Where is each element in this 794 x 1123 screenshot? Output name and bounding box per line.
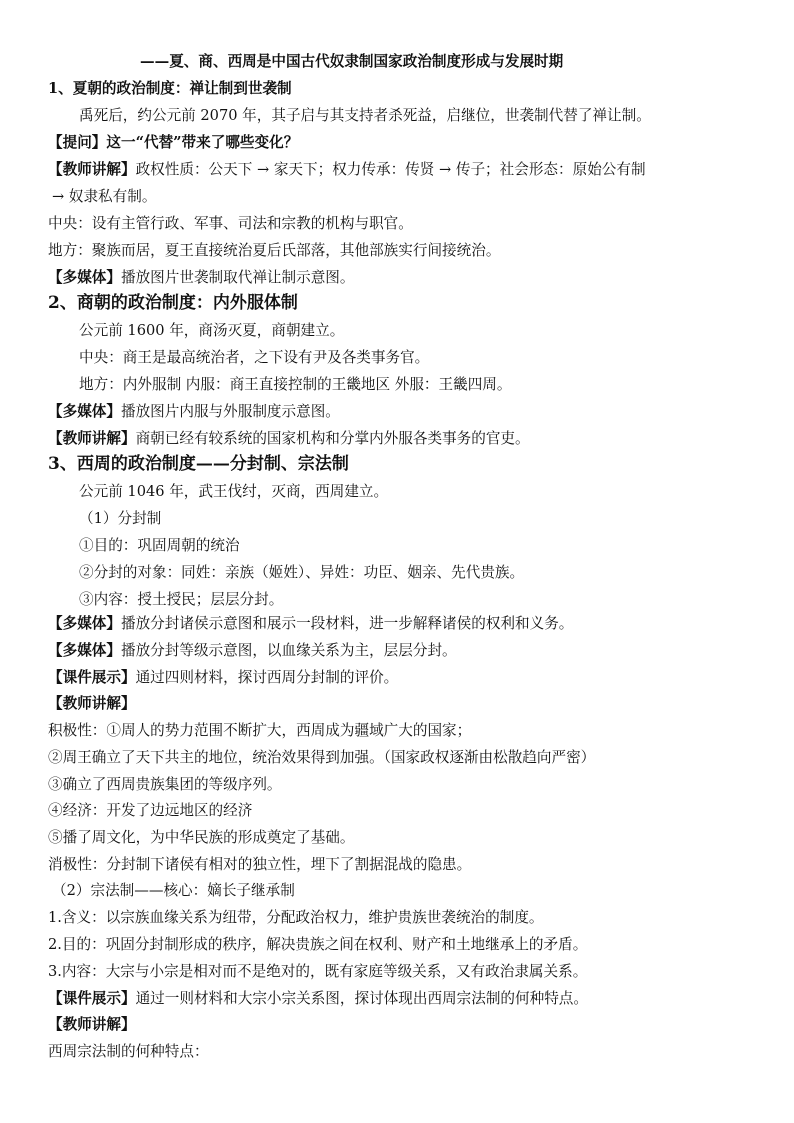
line-text: 商朝已经有较系统的国家机构和分掌内外服各类事务的官吏。 [135, 430, 530, 447]
line-text: 通过四则材料，探讨西周分封制的评价。 [135, 669, 399, 686]
paragraph: ③确立了西周贵族集团的等级序列。 [48, 776, 282, 793]
section-heading: 2、商朝的政治制度：内外服体制 [48, 293, 298, 313]
courseware-note [48, 989, 588, 1009]
paragraph: ④经济：开发了边远地区的经济 [48, 802, 253, 819]
paragraph: ②分封的对象：同姓：亲族（姬姓）、异姓：功臣、姻亲、先代贵族。 [79, 564, 525, 581]
paragraph: ⑤播了周文化，为中华民族的形成奠定了基础。 [48, 829, 355, 846]
paragraph: ①目的：巩固周朝的统治 [79, 537, 240, 554]
multimedia-note [48, 402, 340, 422]
paragraph: 积极性：①周人的势力范围不断扩大，西周成为疆域广大的国家； [48, 722, 472, 739]
paragraph: 中央：商王是最高统治者，之下设有尹及各类事务官。 [79, 349, 430, 366]
paragraph: 公元前 1600 年，商汤灭夏，商朝建立。 [79, 322, 345, 339]
line-label: 【提问】 [48, 134, 107, 151]
paragraph: 中央：设有主管行政、军事、司法和宗教的机构与职官。 [48, 215, 413, 232]
line-text: 播放分封诸侯示意图和展示一段材料，进一步解释诸侯的权利和义务。 [120, 615, 574, 632]
line-label: 【教师讲解】 [48, 695, 136, 712]
question-line [48, 133, 298, 153]
multimedia-note [48, 641, 457, 661]
sub-heading: （1）分封制 [79, 510, 162, 527]
line-label: 【课件展示】 [48, 669, 136, 686]
paragraph: → 奴隶私有制。 [52, 188, 157, 205]
line-text: 通过一则材料和大宗小宗关系图，探讨体现出西周宗法制的何种特点。 [135, 990, 588, 1007]
section-heading: 1、夏朝的政治制度：禅让制到世袭制 [48, 80, 292, 97]
paragraph: 西周宗法制的何种特点： [48, 1043, 209, 1060]
paragraph: 1.含义：以宗族血缘关系为纽带，分配政治权力，维护贵族世袭统治的制度。 [48, 909, 544, 926]
teacher-note [48, 429, 530, 449]
paragraph: 消极性：分封制下诸侯有相对的独立性，埋下了割据混战的隐患。 [48, 856, 472, 873]
courseware-note [48, 668, 398, 688]
line-label: 【教师讲解】 [48, 1016, 136, 1033]
paragraph: 地方：内外服制 内服：商王直接控制的王畿地区 外服：王畿四周。 [79, 376, 512, 393]
paragraph: 公元前 1046 年，武王伐纣，灭商，西周建立。 [79, 483, 389, 500]
line-label: 【多媒体】 [48, 642, 121, 659]
line-text: 播放分封等级示意图，以血缘关系为主，层层分封。 [120, 642, 457, 659]
line-label: 【教师讲解】 [48, 161, 136, 178]
line-text: 播放图片内服与外服制度示意图。 [120, 403, 340, 420]
paragraph: 禹死后，约公元前 2070 年，其子启与其支持者杀死益，启继位，世袭制代替了禅让制。 [79, 107, 651, 124]
page-title: ——夏、商、西周是中国古代奴隶制国家政治制度形成与发展时期 [140, 53, 564, 70]
teacher-note [48, 1015, 136, 1035]
paragraph: 3.内容：大宗与小宗是相对而不是绝对的，既有家庭等级关系，又有政治隶属关系。 [48, 963, 588, 980]
multimedia-note [48, 614, 573, 634]
line-text: 政权性质：公天下 → 家天下；权力传承：传贤 → 传子；社会形态：原始公有制 [135, 161, 646, 178]
line-label: 【多媒体】 [48, 269, 121, 286]
paragraph: 地方：聚族而居，夏王直接统治夏后氏部落，其他部族实行间接统治。 [48, 242, 501, 259]
teacher-note [48, 160, 646, 180]
line-label: 【多媒体】 [48, 403, 121, 420]
paragraph: ②周王确立了天下共主的地位，统治效果得到加强。（国家政权逐渐由松散趋向严密） [48, 749, 596, 766]
paragraph: ③内容：授土授民；层层分封。 [79, 591, 284, 608]
multimedia-note [48, 268, 355, 288]
sub-heading: （2）宗法制——核心：嫡长子继承制 [52, 882, 295, 899]
teacher-note [48, 694, 136, 714]
paragraph: 2.目的：巩固分封制形成的秩序，解决贵族之间在权利、财产和土地继承上的矛盾。 [48, 936, 588, 953]
line-label: 【教师讲解】 [48, 430, 136, 447]
line-text: 播放图片世袭制取代禅让制示意图。 [120, 269, 355, 286]
line-text: 这一“代替”带来了哪些变化？ [106, 134, 299, 151]
line-label: 【多媒体】 [48, 615, 121, 632]
section-heading: 3、西周的政治制度——分封制、宗法制 [48, 454, 349, 474]
line-label: 【课件展示】 [48, 990, 136, 1007]
